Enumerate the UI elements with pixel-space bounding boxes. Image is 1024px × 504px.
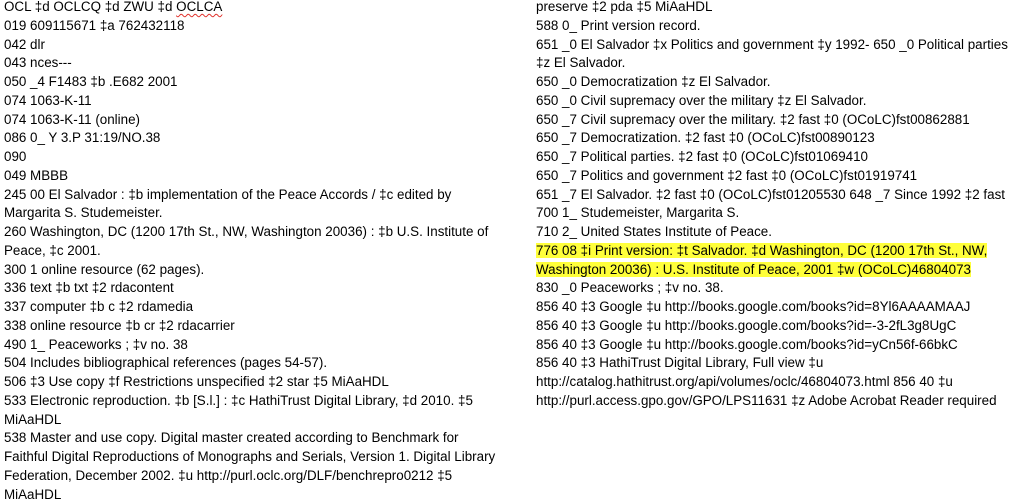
marc-record-right-column <box>536 0 1020 411</box>
marc-field-line: 856 40 ‡3 HathiTrust Digital Library, Full view ‡u http://catalog.hathitrust.org/api/volumes/oclc/46804073.html 856 40 ‡u http://purl.access.gpo.gov/GPO/LPS11631 ‡z Adobe Acrobat Reader required <box>536 355 997 408</box>
marc-field-line: 042 dlr <box>4 36 45 52</box>
marc-field-line <box>4 0 504 17</box>
marc-field-line: 650 _7 Democratization. ‡2 fast ‡0 (OCoLC)fst00890123 <box>536 130 875 146</box>
marc-field-line: 651 _7 El Salvador. ‡2 fast ‡0 (OCoLC)fst01205530 648 _7 Since 1992 ‡2 fast <box>536 186 1005 202</box>
highlighted-field: 776 08 ‡i Print version: ‡t Salvador. ‡d Washington, DC (1200 17th St., NW, Washington 20036) : U.S. Institute of Peace, 2001 ‡w (OCoLC)46804073 <box>536 242 988 277</box>
marc-field-line: 337 computer ‡b c ‡2 rdamedia <box>4 299 194 314</box>
marc-field-line: 650 _7 Political parties. ‡2 fast ‡0 (OCoLC)fst01069410 <box>536 149 868 164</box>
marc-field-line: 650 _7 Politics and government ‡2 fast ‡0 (OCoLC)fst01919741 <box>536 167 918 183</box>
marc-field-line: 856 40 ‡3 Google ‡u http://books.google.com/books?id=yCn56f-66bkC <box>536 336 958 352</box>
marc-field-line: 245 00 El Salvador : ‡b implementation of the Peace Accords / ‡c edited by Margarita S. Studemeister. <box>4 186 452 221</box>
marc-field-line: 019 609115671 ‡a 762432118 <box>4 17 185 33</box>
marc-field-line: 650 _0 Democratization ‡z El Salvador. <box>536 74 771 89</box>
marc-field-line: 856 40 ‡3 Google ‡u http://books.google.com/books?id=8Yl6AAAAMAAJ <box>536 299 971 314</box>
marc-field-line: 650 _0 Civil supremacy over the military ‡z El Salvador. <box>536 92 867 108</box>
marc-field-line: 538 Master and use copy. Digital master created according to Benchmark for Faithful Digital Reproductions of Monographs and Serials, Version 1. Digital Library Federation, December 2002. ‡u http://purl.oclc.org/DLF/benchrepro0212 ‡5 MiAaHDL <box>4 430 496 502</box>
spellcheck-flagged-word: OCLCA <box>176 0 223 14</box>
marc-field-line: 504 Includes bibliographical references (pages 54-57). <box>4 355 328 371</box>
marc-field-line: 074 1063-K-11 <box>4 92 92 108</box>
marc-field-line: 336 text ‡b txt ‡2 rdacontent <box>4 280 174 296</box>
marc-field-line: 588 0_ Print version record. <box>536 17 701 33</box>
marc-field-line: preserve ‡2 pda ‡5 MiAaHDL <box>536 0 713 14</box>
marc-field-line: 856 40 ‡3 Google ‡u http://books.google.com/books?id=-3-2fL3g8UgC <box>536 317 957 333</box>
marc-field-line: 260 Washington, DC (1200 17th St., NW, Washington 20036) : ‡b U.S. Institute of Peace, ‡c 2001. <box>4 224 489 258</box>
marc-field-line: 074 1063-K-11 (online) <box>4 111 140 127</box>
marc-field-line: 710 2_ United States Institute of Peace. <box>536 224 772 239</box>
marc-field-line <box>536 242 1020 280</box>
marc-field-line: 049 MBBB <box>4 167 69 183</box>
marc-field-line: 533 Electronic reproduction. ‡b [S.l.] : ‡c HathiTrust Digital Library, ‡d 2010. ‡5 MiAaHDL <box>4 392 473 427</box>
field-text: OCL ‡d OCLCQ ‡d ZWU ‡d <box>4 0 177 14</box>
marc-field-line: 700 1_ Studemeister, Margarita S. <box>536 205 740 221</box>
marc-field-line: 300 1 online resource (62 pages). <box>4 261 205 277</box>
marc-field-line: 650 _7 Civil supremacy over the military. ‡2 fast ‡0 (OCoLC)fst00862881 <box>536 111 970 127</box>
marc-field-line: 086 0_ Y 3.P 31:19/NO.38 <box>4 130 161 146</box>
marc-field-line: 090 <box>4 149 27 164</box>
marc-field-line: 651 _0 El Salvador ‡x Politics and government ‡y 1992- 650 _0 Political parties ‡z El Salvador. <box>536 36 1008 71</box>
marc-field-line: 050 _4 F1483 ‡b .E682 2001 <box>4 74 178 89</box>
marc-record-left-column <box>4 0 504 504</box>
marc-field-line: 490 1_ Peaceworks ; ‡v no. 38 <box>4 336 188 352</box>
marc-field-line: 338 online resource ‡b cr ‡2 rdacarrier <box>4 317 235 333</box>
marc-field-line: 830 _0 Peaceworks ; ‡v no. 38. <box>536 280 724 296</box>
marc-field-line: 506 ‡3 Use copy ‡f Restrictions unspecified ‡2 star ‡5 MiAaHDL <box>4 374 389 389</box>
marc-field-line: 043 nces--- <box>4 55 72 71</box>
